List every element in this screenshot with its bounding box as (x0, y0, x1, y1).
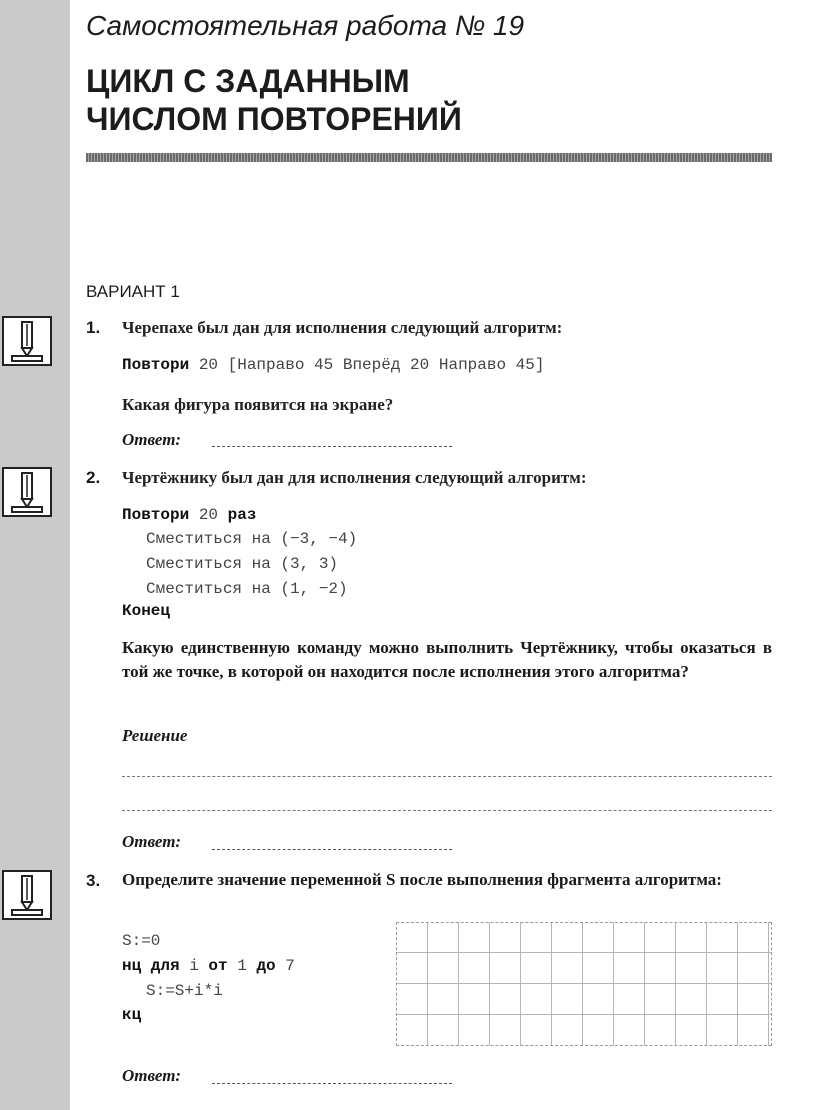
task-question: Какую единственную команду можно выполнить Чертёжнику, чтобы оказаться в той же точке, в которой он находится после исполнения этого алгоритма? (122, 638, 772, 681)
pencil-ruler-icon (2, 467, 52, 517)
code-keyword: кц (122, 1006, 142, 1024)
task-question: Какая фигура появится на экране? (122, 395, 394, 414)
scratch-grid[interactable] (396, 922, 772, 1046)
code-text: 7 (275, 957, 295, 975)
work-title: Самостоятельная работа № 19 (86, 10, 525, 41)
code-line (122, 356, 544, 374)
task-prompt: Черепахе был дан для исполнения следующий алгоритм: (122, 318, 563, 337)
code-text: 1 (227, 957, 257, 975)
task-number: 3. (86, 871, 101, 890)
code-text: 20 (189, 506, 228, 524)
solution-field-line[interactable] (122, 810, 772, 811)
code-line (122, 506, 256, 524)
task-prompt: Определите значение переменной S после выполнения фрагмента алгоритма: (122, 870, 722, 889)
code-keyword: от (208, 957, 228, 975)
code-line: Сместиться на (3, 3) (146, 555, 339, 573)
code-text: i (179, 957, 209, 975)
pencil-ruler-icon (2, 870, 52, 920)
answer-label: Ответ: (122, 430, 182, 449)
code-line: Сместиться на (1, −2) (146, 580, 348, 598)
answer-label: Ответ: (122, 832, 182, 851)
code-keyword: Конец (122, 602, 171, 620)
pencil-ruler-icon (2, 316, 52, 366)
task-prompt: Чертёжнику был дан для исполнения следующий алгоритм: (122, 468, 587, 487)
solution-field-line[interactable] (122, 776, 772, 777)
code-line (122, 957, 295, 975)
answer-field[interactable] (212, 1083, 452, 1084)
code-line: Сместиться на (−3, −4) (146, 530, 358, 548)
topic-title-line1: ЦИКЛ С ЗАДАННЫМ (86, 63, 410, 99)
code-text: 20 [Направо 45 Вперёд 20 Направо 45] (189, 356, 545, 374)
answer-field[interactable] (212, 849, 452, 850)
code-line: S:=0 (122, 932, 161, 950)
solution-label: Решение (122, 726, 188, 745)
variant-label: ВАРИАНТ 1 (86, 282, 180, 301)
page-margin-strip (0, 0, 70, 1110)
code-keyword: Повтори (122, 356, 190, 374)
code-keyword: нц для (122, 957, 180, 975)
code-keyword: раз (227, 506, 257, 524)
code-line: S:=S+i*i (146, 982, 223, 1000)
code-keyword: Повтори (122, 506, 190, 524)
answer-label: Ответ: (122, 1066, 182, 1085)
topic-title-line2: ЧИСЛОМ ПОВТОРЕНИЙ (86, 101, 462, 137)
code-keyword: до (256, 957, 276, 975)
topic-title (86, 62, 462, 138)
header-rule (86, 153, 772, 162)
answer-field[interactable] (212, 446, 452, 447)
task-number: 1. (86, 318, 101, 337)
task-number: 2. (86, 468, 101, 487)
